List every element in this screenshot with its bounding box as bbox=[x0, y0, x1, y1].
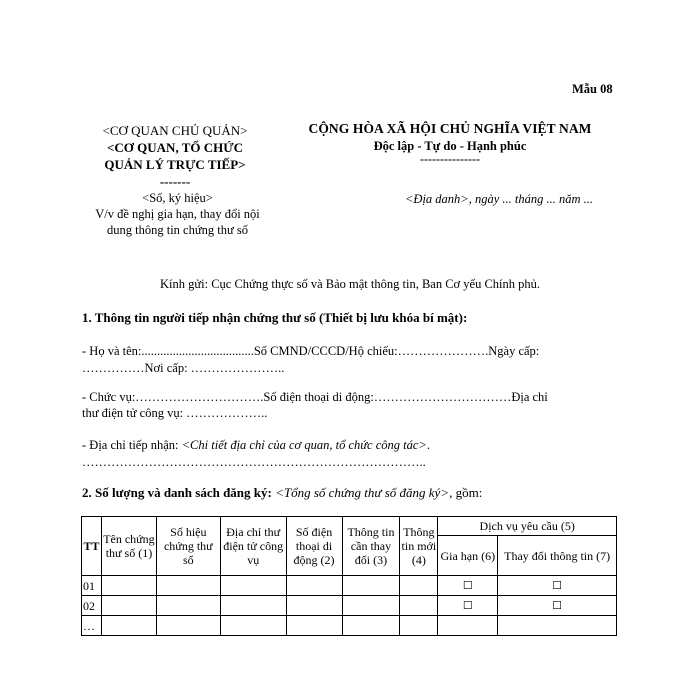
agency-direct-line1: <CƠ QUAN, TỔ CHỨC bbox=[107, 140, 243, 155]
agency-parent: <CƠ QUAN CHỦ QUẢN> bbox=[102, 123, 248, 138]
agency-separator: ------- bbox=[159, 174, 191, 189]
header-change-info: Thông tin cần thay đổi (3) bbox=[342, 517, 400, 576]
recipient-name-line: - Họ và tên:....................................Số CMND/CCCD/Hộ chiếu:………………….Ngày cấp: bbox=[82, 344, 540, 358]
header-email: Địa chỉ thư điện tử công vụ bbox=[220, 517, 286, 576]
position-phone-line: - Chức vụ:………………………….Số điện thoại di động:……………………………Địa chỉ bbox=[82, 390, 548, 404]
change-checkbox[interactable]: ☐ bbox=[498, 596, 617, 616]
address-label: - Địa chỉ tiếp nhận: bbox=[82, 438, 182, 452]
renew-checkbox bbox=[438, 616, 498, 636]
document-subject-line1: V/v đề nghị gia hạn, thay đổi nội bbox=[95, 207, 260, 221]
section2-title-bold: 2. Số lượng và danh sách đăng ký: bbox=[82, 485, 276, 500]
renew-checkbox[interactable]: ☐ bbox=[438, 576, 498, 596]
document-reference bbox=[80, 190, 275, 238]
header-phone: Số điện thoại di động (2) bbox=[286, 517, 342, 576]
agency-header bbox=[80, 122, 270, 190]
header-renew: Gia hạn (6) bbox=[438, 536, 498, 576]
header-new-info: Thông tin mới (4) bbox=[400, 517, 438, 576]
change-checkbox bbox=[498, 616, 617, 636]
renew-checkbox[interactable]: ☐ bbox=[438, 596, 498, 616]
nation-title: CỘNG HÒA XÃ HỘI CHỦ NGHĨA VIỆT NAM bbox=[308, 121, 592, 136]
place-date: <Địa danh>, ngày ... tháng ... năm ... bbox=[405, 192, 594, 206]
document-subject-line2: dung thông tin chứng thư số bbox=[107, 223, 248, 237]
header-serial: Số hiệu chứng thư số bbox=[156, 517, 220, 576]
row-tt: 01 bbox=[82, 576, 102, 596]
form-number: Mẫu 08 bbox=[572, 82, 613, 96]
motto-underline: --------------- bbox=[420, 152, 480, 166]
greeting: Kính gửi: Cục Chứng thực số và Bảo mật thông tin, Ban Cơ yếu Chính phủ. bbox=[159, 277, 541, 291]
row-tt: 02 bbox=[82, 596, 102, 616]
section2-title-suffix: , gồm: bbox=[449, 485, 483, 500]
header-change: Thay đổi thông tin (7) bbox=[498, 536, 617, 576]
header-tt: TT bbox=[82, 517, 102, 576]
national-motto: Độc lập - Tự do - Hạnh phúc bbox=[373, 139, 527, 153]
issue-place-line: ……………Nơi cấp: ………………….. bbox=[82, 361, 285, 375]
email-line: thư điện tử công vụ: ……………….. bbox=[82, 406, 268, 420]
row-tt: … bbox=[82, 616, 102, 636]
section1-title: 1. Thông tin người tiếp nhận chứng thư số (Thiết bị lưu khóa bí mật): bbox=[82, 310, 468, 325]
document-number: <Số, ký hiệu> bbox=[142, 191, 213, 205]
header-services: Dịch vụ yêu cầu (5) bbox=[438, 517, 617, 536]
table-row bbox=[82, 576, 617, 596]
address-continuation-line: ……………………………………………………………………….. bbox=[82, 455, 426, 469]
address-line bbox=[82, 437, 430, 454]
address-suffix: . bbox=[426, 438, 430, 452]
change-checkbox[interactable]: ☐ bbox=[498, 576, 617, 596]
header-cert-name: Tên chứng thư số (1) bbox=[101, 517, 156, 576]
agency-direct-line2: QUẢN LÝ TRỰC TIẾP> bbox=[104, 157, 246, 172]
table-row bbox=[82, 596, 617, 616]
national-header bbox=[290, 121, 610, 167]
section2-title-hint: <Tổng số chứng thư số đăng ký> bbox=[275, 485, 450, 500]
address-hint: <Chi tiết địa chỉ của cơ quan, tổ chức công tác> bbox=[181, 438, 427, 452]
registration-table bbox=[81, 516, 617, 636]
table-row bbox=[82, 616, 617, 636]
section2-title bbox=[82, 485, 482, 501]
